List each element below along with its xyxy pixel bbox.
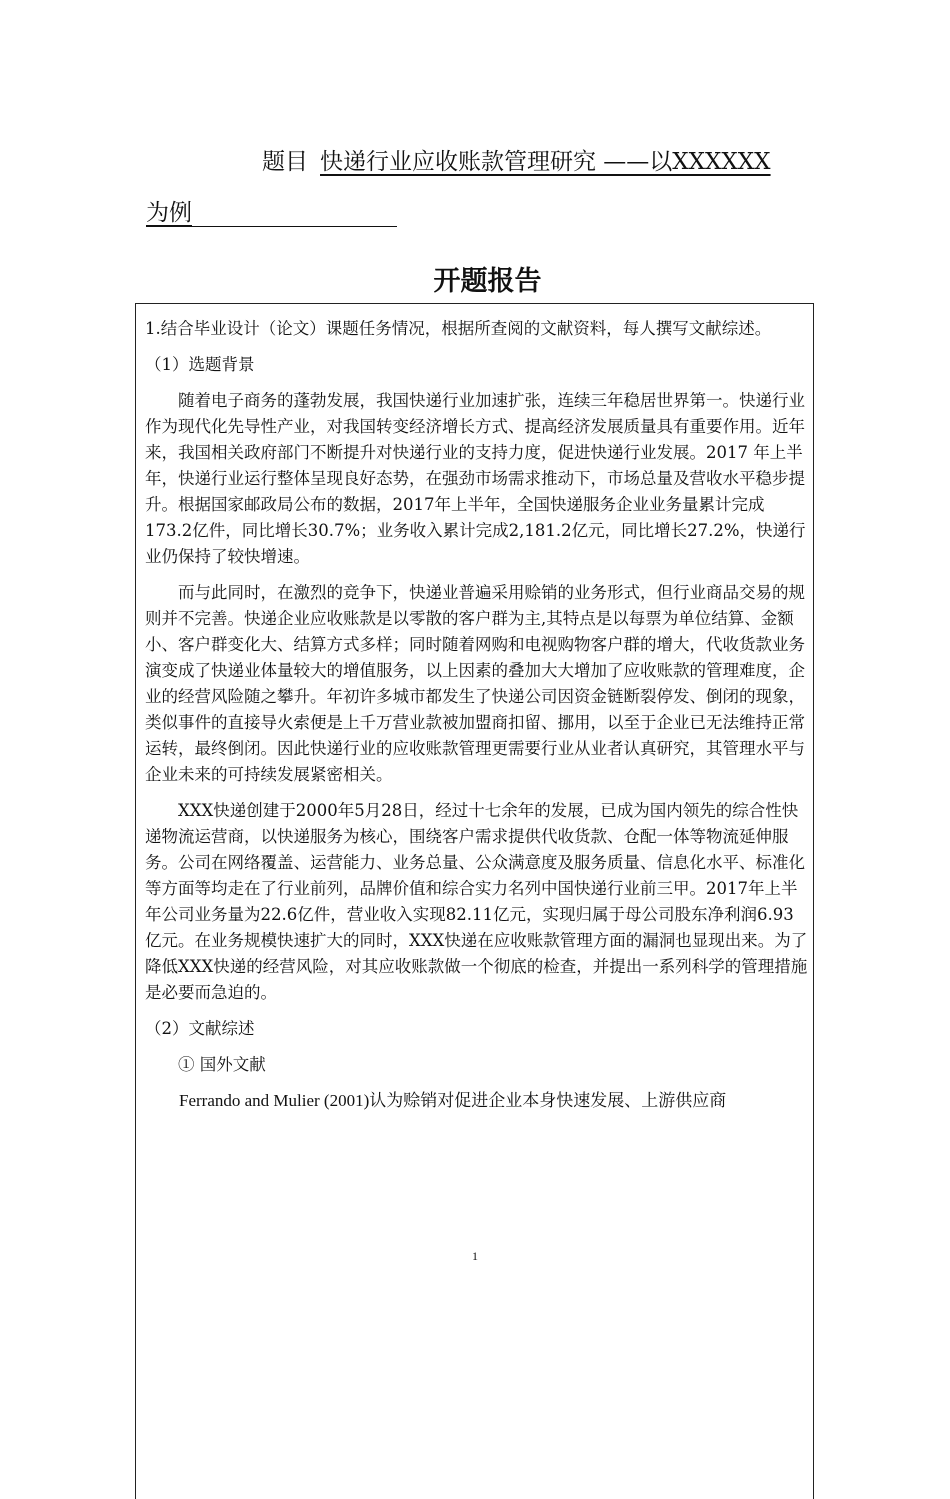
paragraph: 而与此同时，在激烈的竞争下，快递业普遍采用赊销的业务形式，但行业商品交易的规则并不完善。快递企业应收账款是以零散的客户群为主,其特点是以每票为单位结算、金额小、客户群变化大、结算方式多样；同时随着网购和电视购物客户群的增大，代收货款业务演变成了快递业体量较大的增值服务，以上因素的叠加大大增加了应收账款的管理难度，企业的经营风险随之攀升。年初许多城市都发生了快递公司因资金链断裂停发、倒闭的现象，类似事件的直接导火索便是上千万营业款被加盟商扣留、挪用，以至于企业已无法维持正常运转，最终倒闭。因此快递行业的应收账款管理更需要行业从业者认真研究，其管理水平与企业未来的可持续发展紧密相关。	[145, 583, 805, 784]
report-content	[145, 316, 810, 1114]
paragraph: Ferrando and Mulier (2001)认为赊销对促进企业本身快速发展、上游供应商	[179, 1091, 727, 1110]
subsection-literature-heading: （2）文献综述	[145, 1019, 255, 1038]
paragraph: 随着电子商务的蓬勃发展，我国快递行业加速扩张，连续三年稳居世界第一。快递行业作为现代化先导性产业，对我国转变经济增长方式、提高经济发展质量具有重要作用。近年来，我国相关政府部门不断提升对快递行业的支持力度，促进快递行业发展。2017 年上半年，快递行业运行整体呈现良好态势，在强劲市场需求推动下，市场总量及营收水平稳步提升。根据国家邮政局公布的数据，2017年上半年，全国快递服务企业业务量累计完成173.2亿件，同比增长30.7%；业务收入累计完成2,181.2亿元，同比增长27.2%，快递行业仍保持了较快增速。	[145, 391, 806, 566]
title-label: 题目	[262, 149, 308, 175]
title-line-1	[262, 143, 771, 176]
section-intro: 1.结合毕业设计（论文）课题任务情况，根据所查阅的文献资料，每人撰写文献综述。	[145, 319, 772, 338]
foreign-literature-heading: ① 国外文献	[178, 1055, 266, 1074]
title-line-2	[146, 194, 397, 227]
thesis-title-part2: 为例	[146, 200, 192, 226]
report-title: 开题报告	[433, 266, 542, 297]
subsection-background-heading: （1）选题背景	[145, 355, 255, 374]
paragraph: XXX快递创建于2000年5月28日，经过十七余年的发展，已成为国内领先的综合性快递物流运营商，以快递服务为核心，围绕客户需求提供代收货款、仓配一体等物流延伸服务。公司在网络覆盖、运营能力、业务总量、公众满意度及服务质量、信息化水平、标准化等方面等均走在了行业前列，品牌价值和综合实力名列中国快递行业前三甲。2017年上半年公司业务量为22.6亿件，营业收入实现82.11亿元，实现归属于母公司股东净利润6.93亿元。在业务规模快速扩大的同时，XXX快递在应收账款管理方面的漏洞也显现出来。为了降低XXX快递的经营风险，对其应收账款做一个彻底的检查，并提出一系列科学的管理措施是必要而急迫的。	[145, 801, 808, 1002]
thesis-title-part1: 快递行业应收账款管理研究 ——以XXXXXX	[320, 149, 771, 175]
title-underline-blank	[192, 204, 397, 227]
page-number: 1	[472, 1249, 478, 1263]
